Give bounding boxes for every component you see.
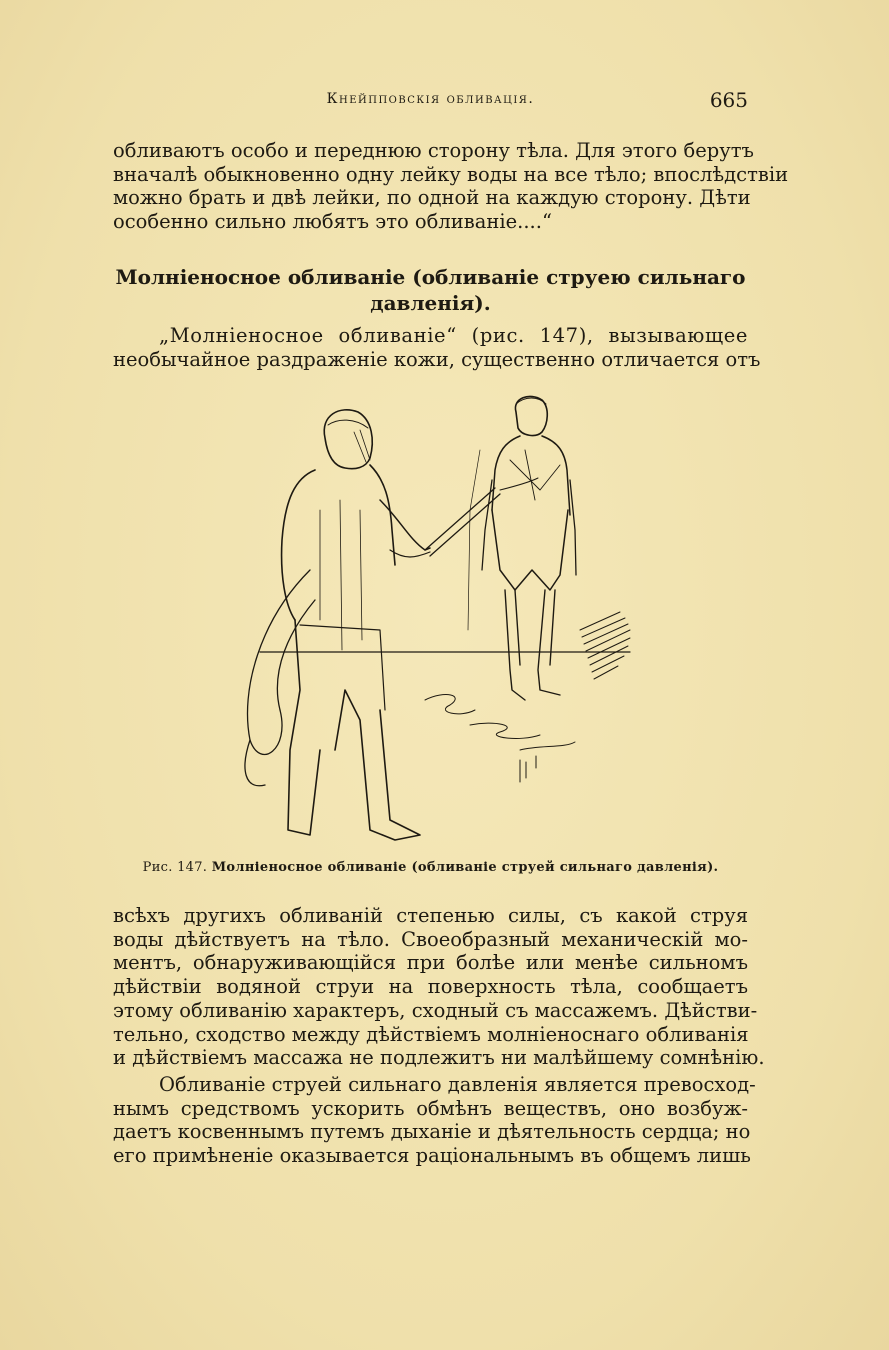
text-line: особенно сильно любятъ это обливаніе....“ [113, 210, 552, 234]
text-line: обливаютъ особо и переднюю сторону тѣла. Для этого берутъ [113, 139, 754, 162]
text-line: необычайное раздраженіе кожи, существенно отличается отъ [113, 347, 761, 371]
text-line: дѣйствіи водяной струи на поверхность тѣла, сообщаетъ [113, 975, 748, 999]
text-line: его примѣненіе оказывается раціональнымъ въ общемъ лишь [113, 1144, 751, 1168]
running-head [113, 88, 748, 114]
caption-text: Молніеносное обливаніе (обливаніе струей сильнаго давленія). [211, 860, 719, 875]
section-heading-line-1: Молніеносное обливаніе (обливаніе струею сильнаго [115, 265, 746, 289]
text-line: нымъ средствомъ ускорить обмѣнъ веществъ, оно возбуж- [113, 1096, 748, 1120]
paragraph-1 [113, 139, 789, 234]
text-line: воды дѣйствуетъ на тѣло. Своеобразный механическій мо- [113, 927, 748, 951]
section-heading-line-2: давленія). [370, 291, 491, 315]
text-line: „Молніеносное обливаніе“ (рис. 147), вызывающее [159, 324, 748, 347]
text-line: даетъ косвеннымъ путемъ дыханіе и дѣятельность сердца; но [113, 1120, 751, 1144]
figure-illustration [220, 390, 650, 860]
text-line: Обливаніе струей сильнаго давленія является превосход- [159, 1073, 756, 1096]
text-line: всѣхъ другихъ обливаній степенью силы, съ какой струя [113, 904, 748, 927]
caption-label: Рис. 147. [142, 860, 208, 875]
paragraph-4 [113, 1073, 756, 1168]
text-line: этому обливанію характеръ, сходный съ массажемъ. Дѣйстви- [113, 998, 758, 1022]
paragraph-3 [113, 904, 765, 1070]
section-heading [113, 264, 748, 316]
text-line: ментъ, обнаруживающійся при болѣе или менѣе сильномъ [113, 951, 748, 975]
text-line: тельно, сходство между дѣйствіемъ молніеноснаго обливанія [113, 1022, 749, 1046]
figure-caption [113, 860, 748, 875]
running-title: Кнейпповскія обливація. [326, 91, 535, 107]
page-number: 665 [709, 88, 748, 112]
text-line: вначалѣ обыкновенно одну лейку воды на все тѣло; впослѣдствіи [113, 162, 789, 186]
text-line: можно брать и двѣ лейки, по одной на каждую сторону. Дѣти [113, 186, 751, 210]
hose-spray-engraving-icon [220, 390, 650, 860]
text-line: и дѣйствіемъ массажа не подлежитъ ни малѣйшему сомнѣнію. [113, 1046, 765, 1070]
paragraph-2 [113, 324, 761, 371]
